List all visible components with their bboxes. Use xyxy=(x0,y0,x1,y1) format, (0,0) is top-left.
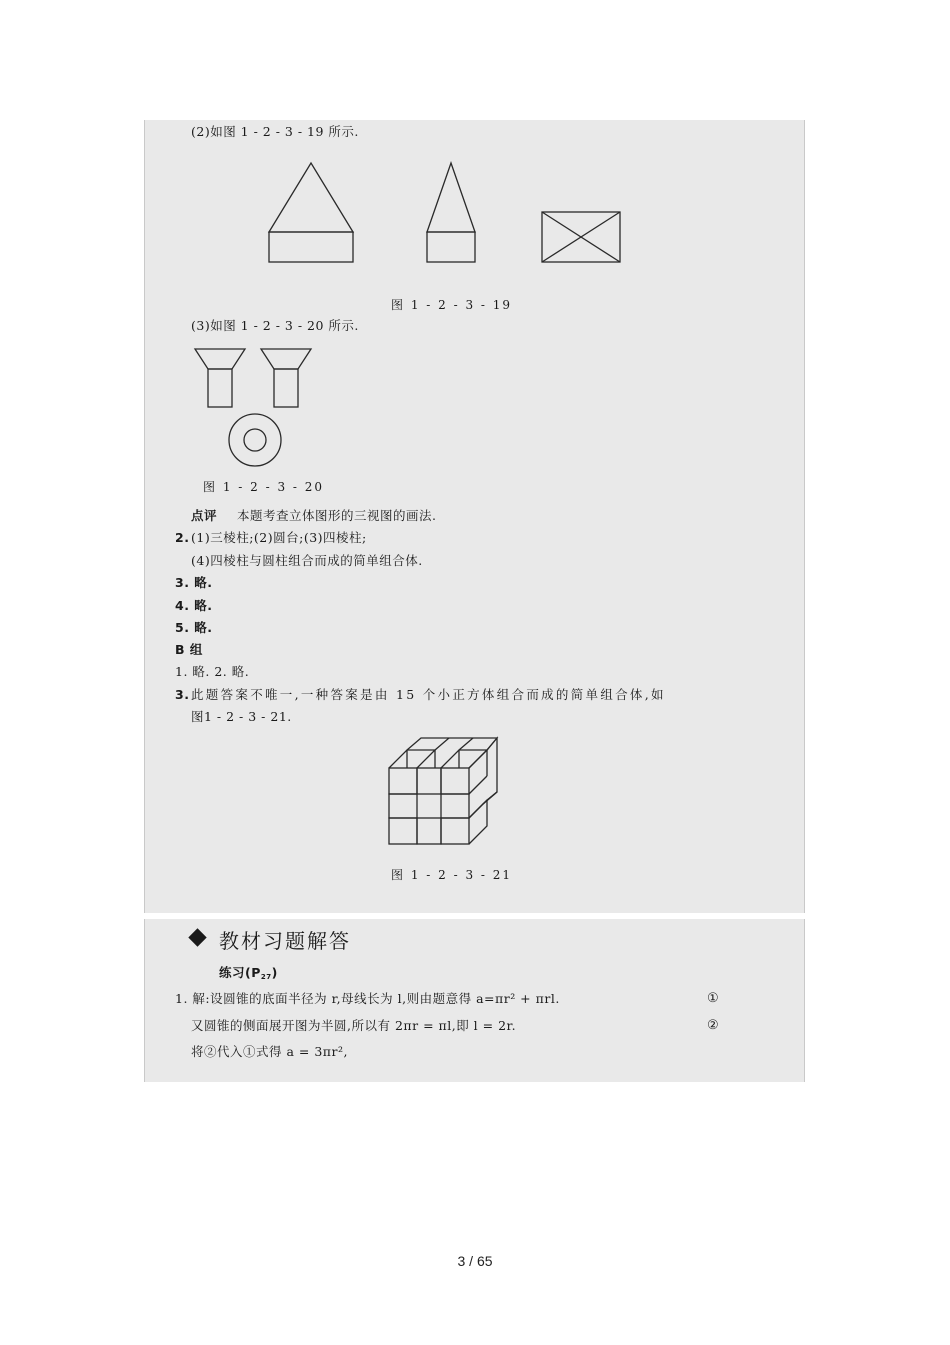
front-cell-bottom-left xyxy=(389,818,417,844)
front-cell-mid-right xyxy=(441,794,469,818)
solution-line-2: 又圆锥的侧面展开图为半圆,所以有 2πr = πl,即 l = 2r. xyxy=(191,1018,517,1033)
back-top-divider-1 xyxy=(435,738,449,750)
q2-number: 2. xyxy=(175,530,190,545)
equation-mark-1: ① xyxy=(707,991,719,1006)
q3: 3. 略. xyxy=(175,575,213,590)
exercise-label: 练习(P27) xyxy=(219,965,278,981)
textbook-answers-panel xyxy=(144,919,805,1082)
section-title: 教材习题解答 xyxy=(219,929,351,953)
solution-line-1: 1. 解:设圆锥的底面半径为 r,母线长为 l,则由题意得 a=πr² + πrl. xyxy=(175,991,560,1006)
front-cell-top-mid xyxy=(417,768,441,794)
right-side-lower-3 xyxy=(483,792,497,804)
item-3-heading: (3)如图 1 - 2 - 3 - 20 所示. xyxy=(191,318,359,333)
b-q1-q2: 1. 略. 2. 略. xyxy=(175,664,250,679)
figure-21-caption: 图 1 - 2 - 3 - 21 xyxy=(391,868,513,882)
front-cell-top-right xyxy=(441,768,469,794)
right-side-mid-1 xyxy=(469,776,487,794)
page-number: 3 / 65 xyxy=(457,1253,493,1269)
back-top-divider-2 xyxy=(459,738,473,750)
top-face-left xyxy=(389,750,435,768)
figure-19-caption: 图 1 - 2 - 3 - 19 xyxy=(391,298,513,312)
q2-line-2: (4)四棱柱与圆柱组合而成的简单组合体. xyxy=(191,553,423,568)
figure-20-caption: 图 1 - 2 - 3 - 20 xyxy=(203,480,325,494)
equation-mark-2: ② xyxy=(707,1018,719,1033)
group-b-heading: B 组 xyxy=(175,642,203,657)
top-face-right xyxy=(441,750,487,768)
right-side-lower xyxy=(469,792,497,844)
q2-line-1: (1)三棱柱;(2)圆台;(3)四棱柱; xyxy=(191,530,367,545)
front-cell-mid-left xyxy=(389,794,417,818)
q4: 4. 略. xyxy=(175,598,213,613)
b-q3-number: 3. xyxy=(175,687,190,702)
diamond-bullet-icon xyxy=(188,928,206,946)
q5: 5. 略. xyxy=(175,620,213,635)
b-q3-line-1: 此题答案不唯一,一种答案是由 15 个小正方体组合而成的简单组合体,如 xyxy=(191,687,666,702)
solution-line-3: 将②代入①式得 a = 3πr², xyxy=(191,1044,348,1059)
front-cell-top-left xyxy=(389,768,417,794)
front-cell-bottom-right xyxy=(441,818,469,844)
comment-text: 本题考查立体图形的三视图的画法. xyxy=(237,508,437,523)
b-q3-line-2: 图1 - 2 - 3 - 21. xyxy=(191,709,292,724)
back-top-edge xyxy=(407,738,497,750)
comment-label: 点评 xyxy=(191,508,218,523)
figure-21 xyxy=(145,120,804,913)
front-cell-bottom-mid xyxy=(417,818,441,844)
answer-panel-top xyxy=(144,120,805,913)
item-2-heading: (2)如图 1 - 2 - 3 - 19 所示. xyxy=(191,124,359,139)
